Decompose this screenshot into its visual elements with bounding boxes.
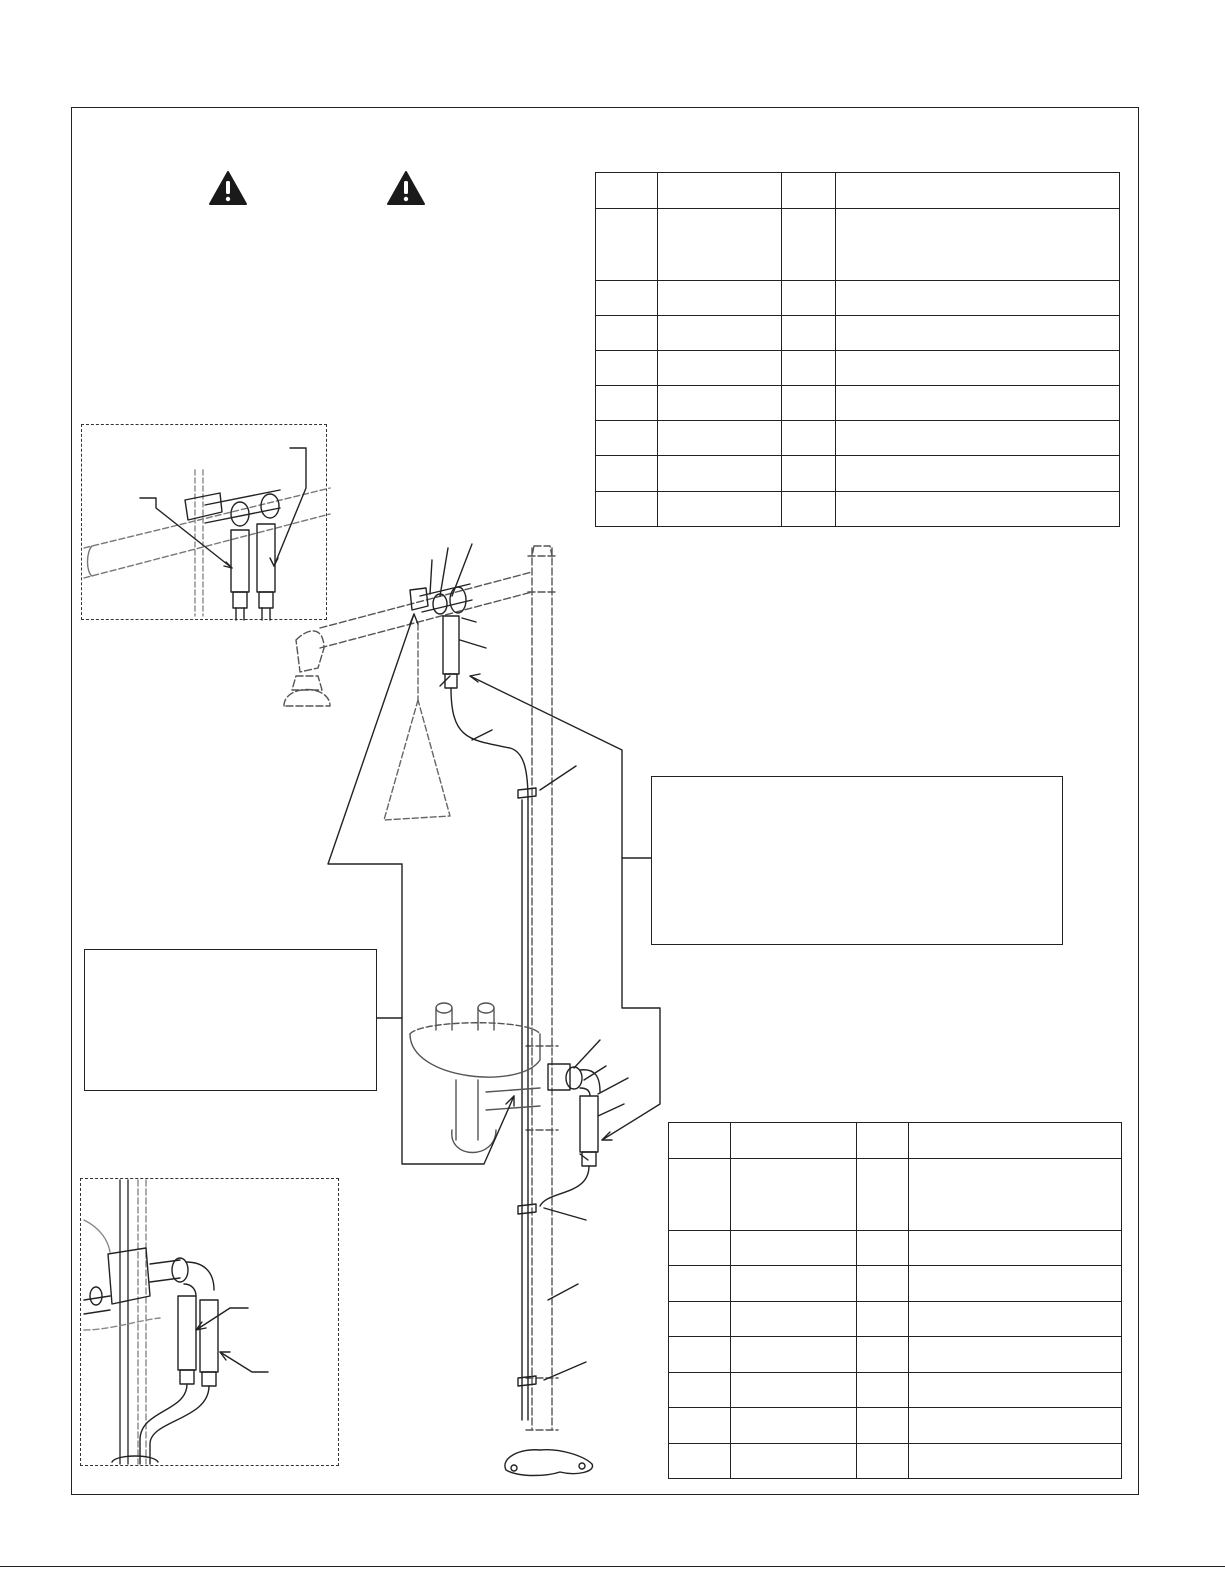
detail-eyewash-valve-illustration: [84, 1180, 268, 1464]
eyewash-valve-assembly: [540, 1064, 600, 1206]
detail-shower-valve-illustration: [84, 448, 330, 620]
shower-arm: [284, 572, 532, 706]
part-leaders: [430, 544, 628, 1380]
pull-rod-triangle: [384, 624, 450, 820]
callout-leaders: [328, 614, 660, 1164]
shower-valve-assembly: [410, 584, 528, 1420]
pipe-clamps: [518, 788, 536, 1386]
eyewash-bowl: [410, 1003, 540, 1153]
stand-base: [505, 1450, 593, 1476]
